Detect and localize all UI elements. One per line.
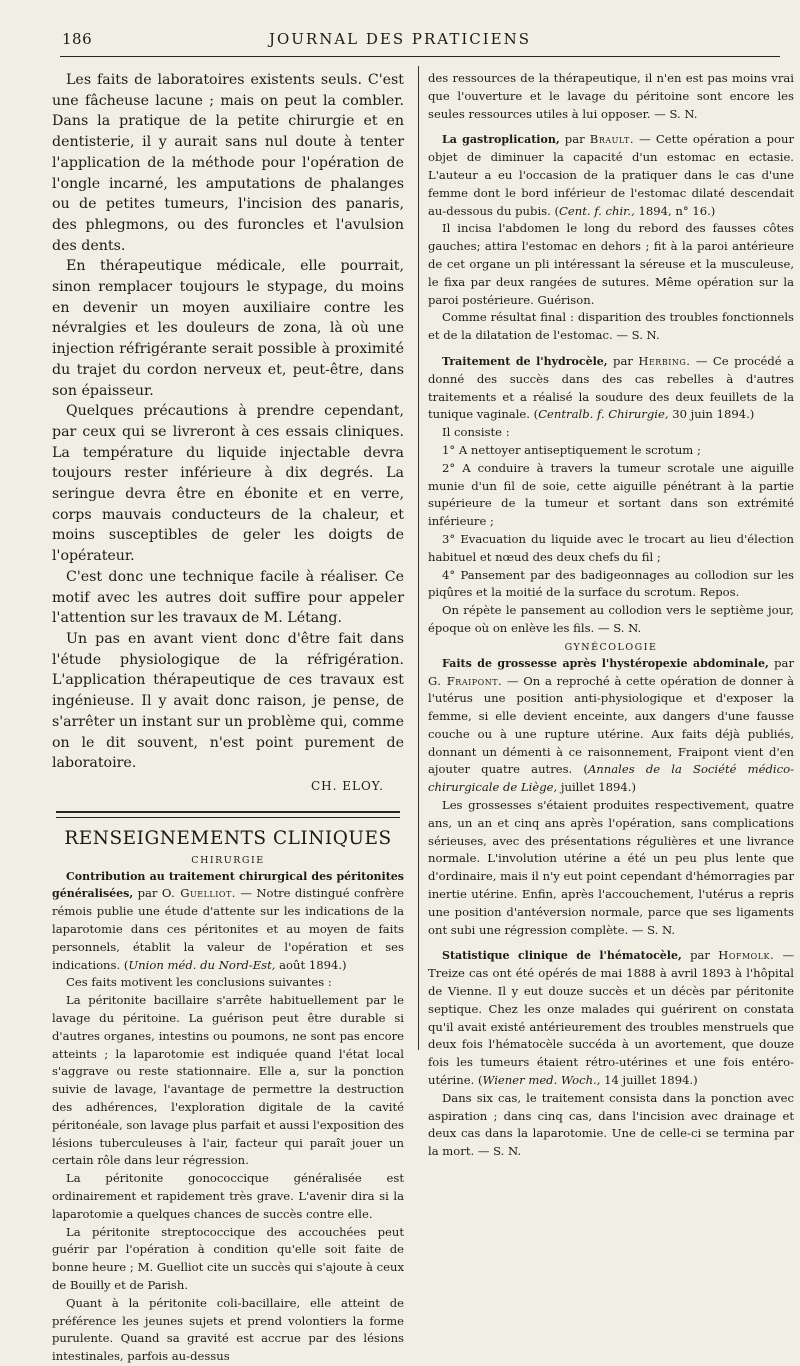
article-title: Traitement de l'hydrocèle, — [442, 354, 608, 368]
article-title: Contribution au traitement chirurgical des péritonites généralisées, — [52, 869, 404, 901]
essay-continuation — [52, 70, 404, 797]
by-word: par — [137, 886, 158, 901]
header-rule — [60, 56, 780, 57]
paragraph: Comme résultat final : disparition des troubles fonctionnels et de la dilatation de l'estomac. — S. N. — [428, 310, 794, 343]
ref-open: ( — [474, 1073, 483, 1088]
paragraph: Il consiste : — [442, 425, 510, 440]
list-item: 2° A conduire à travers la tumeur scrotale une aiguille munie d'un fil de soie, cette aiguille pénétrant à la partie supérieure de la tumeur et sortant dans son extrémité inférieure ; — [428, 460, 794, 529]
article-hematocele — [428, 947, 794, 1161]
article-body: — Ce procédé a donné des succès dans des cas rebelles à d'autres traitements et a réalisé la soudure des deux feuillets de la tunique vaginale. — [428, 353, 795, 422]
subsection-heading: CHIRURGIE — [191, 854, 265, 866]
paragraph: Quant à la péritonite coli-bacillaire, elle atteint de préférence les jeunes sujets et prend volontiers la forme purulente. Quand sa gravité est accrue par des lésions intestinales, parfois au-dessus — [52, 1295, 404, 1364]
article-author: Hofmolk. — [718, 948, 775, 963]
section-divider — [56, 811, 400, 818]
paragraph: La péritonite bacillaire s'arrête habituellement par le lavage du péritoine. La guérison peut être durable si d'autres organes, intestins ou poumons, ne sont pas encore atteints ; la laparotomie est indiquée quand l'état local s'aggrave ou reste stationnaire. Elle a, sur la ponction suivie de lavage, l'avantage de permettre la destruction des adhérences, l'exploration digitale de la cavité péritonéale, son lavage plus parfait et aussi l'exposition des lésions tuberculeuses à l'air, facteur qui paraît jouer un certain rôle dans leur régression. — [52, 993, 404, 1168]
paragraph: C'est donc une technique facile à réaliser. Ce motif avec les autres doit suffire pour appeler l'attention sur les travaux de M. Létang. — [52, 568, 404, 627]
paragraph: La péritonite streptococcique des accouchées peut guérir par l'opération à condition qu'elle soit faite de bonne heure ; M. Guelliot cite un succès qui s'ajoute à ceux de Bouilly et de Parish. — [52, 1224, 404, 1292]
article-title: Statistique clinique de l'hématocèle, — [442, 949, 682, 963]
ref-open: ( — [123, 957, 129, 972]
article-hydrocele — [428, 353, 794, 638]
article-author: Brault. — [589, 132, 635, 147]
ref-open: ( — [533, 407, 539, 422]
left-column — [52, 70, 404, 1366]
article-reference-date: juillet 1894.) — [557, 780, 637, 795]
article-title: Faits de grossesse après l'hystéropexie abdominale, — [442, 656, 769, 670]
subsection-heading: GYNÉCOLOGIE — [564, 641, 658, 653]
list-item: 4° Pansement par des badigeonnages au collodion sur les piqûres et la moitié de la surface du scrotum. Repos. — [428, 567, 794, 600]
paragraph: Quelques précautions à prendre cependant, par ceux qui se livreront à ces essais cliniques. La température du liquide injectable devra toujours rester inférieure à dix degrés. La seringue devra être en ébonite et en verre, corps mauvais conducteurs de la chaleur, et moins susceptibles de geler les doigts de l'opérateur. — [52, 403, 404, 565]
article-author: O. Guelliot. — [161, 886, 236, 901]
article-reference: Annales de la Société médico-chirurgicale de Liège, — [428, 762, 795, 795]
list-item: 3° Evacuation du liquide avec le trocart au lieu d'élection habituel et nœud des deux chefs du fil ; — [428, 531, 794, 564]
by-word: par — [613, 353, 633, 368]
article-reference: Centralb. f. Chirurgie, — [538, 407, 669, 422]
paragraph: Les grossesses s'étaient produites respectivement, quatre ans, un an et cinq ans après l'opération, sans complications sérieuses, avec des présentations régulières et une livrance normale. L'involution utérine a été un peu plus lente que d'ordinaire, mais il n'y eut point cependant d'hémorragies par inertie utérine. Enfin, après l'accouchement, l'utérus a repris une position d'antéversion normale, parce que ses ligaments ont subi une régression complète. — S. N. — [428, 798, 794, 937]
article-reference: Cent. f. chir., — [559, 203, 635, 218]
paragraph: Dans six cas, le traitement consista dans la ponction avec aspiration ; dans cinq cas, dans l'incision avec drainage et deux cas dans la laparotomie. Une de celle-ci se termina par la mort. — S. N. — [428, 1090, 794, 1159]
article-author: G. Fraipont. — [428, 673, 503, 688]
article-reference: Wiener med. Woch., — [482, 1073, 601, 1088]
paragraph: La péritonite gonococcique généralisée est ordinairement et rapidement très grave. L'avenir dira si la laparotomie a quelques chances de succès contre elle. — [52, 1171, 404, 1221]
column-divider — [418, 66, 419, 1050]
article-body: — On a reproché à cette opération de donner à l'utérus une position anti-physiologique et d'exposer la femme, si elle devient enceinte, aux dangers d'une fausse couche ou à une rupture utérine. Aux faits déjà publiés, donnant un démenti à ce raisonnement, Fraipont vient d'en ajouter quatre autres. — [428, 673, 795, 777]
ref-open: ( — [554, 203, 560, 218]
spacer — [428, 123, 794, 131]
right-column — [428, 70, 794, 1161]
page-header — [0, 0, 800, 56]
article-grossesse — [428, 655, 794, 940]
article-reference: Union méd. du Nord-Est, — [128, 957, 276, 972]
paragraph: Ces faits motivent les conclusions suivantes : — [66, 975, 332, 990]
article-lead — [428, 947, 794, 1089]
article-gastroplication — [428, 131, 794, 345]
article-continuation: des ressources de la thérapeutique, il n'en est pas moins vrai que l'ouverture et le lavage du péritoine sont encore les seules ressources utiles à lui opposer. — S. N. — [428, 71, 794, 121]
article-body: — Notre distingué confrère rémois publie une étude d'attente sur les indications de la laparotomie dans ces péritonites et au moyen de faits personnels, établit la valeur de l'opération et ses indications. — [52, 886, 404, 972]
article-lead — [428, 353, 794, 424]
page-number: 186 — [62, 30, 93, 48]
paragraph: Un pas en avant vient donc d'être fait dans l'étude physiologique de la réfrigération. L'application thérapeutique de ces travaux est ingénieuse. Il y avait donc raison, je pense, de s'arrêter un instant sur un problème qui, comme on le dit souvent, n'est point purement de laboratoire. — [52, 630, 404, 772]
ref-open: ( — [583, 762, 588, 777]
article-reference-date: 14 juillet 1894.) — [600, 1073, 698, 1088]
paragraph: En thérapeutique médicale, elle pourrait, sinon remplacer toujours le stypage, du moins en devenir un moyen auxiliaire contre les névralgies et les douleurs de zona, là où une injection réfrigérante serait possible à proximité du trajet du cordon nerveux et, peut-être, dans son épaisseur. — [52, 258, 404, 399]
by-word: par — [774, 655, 794, 670]
article-lead — [52, 868, 404, 975]
article-body: — Cette opération a pour objet de diminuer la capacité d'un estomac en ectasie. L'auteur a eu l'occasion de la pratiquer dans le cas d'une femme dont le bord inférieur de l'estomac dilaté descendait au-dessous du pubis. — [428, 132, 795, 218]
article-reference-date: 1894, n° 16.) — [634, 203, 716, 218]
spacer — [428, 345, 794, 353]
journal-title: JOURNAL DES PRATICIENS — [268, 30, 532, 48]
article-reference-date: août 1894.) — [275, 957, 347, 972]
signature: CH. ELOY. — [310, 778, 384, 793]
section-heading: RENSEIGNEMENTS CLINIQUES — [64, 827, 392, 849]
article-author: Herbing. — [638, 353, 691, 368]
article-body: — Treize cas ont été opérés de mai 1888 à avril 1893 à l'hôpital de Vienne. Il y eut douze succès et un décès par péritonite septique. Chez les onze malades qui guérirent on constata qu'il avait existé antérieurement des troubles menstruels que deux fois l'hématocèle succéda à un avortement, que douze fois les tumeurs étaient rétro-utérines et une fois entéro-utérine. — [428, 948, 795, 1088]
article-title: La gastroplication, — [442, 133, 560, 147]
by-word: par — [690, 948, 710, 963]
paragraph: On répète le pansement au collodion vers le septième jour, époque où on enlève les fils. — S. N. — [428, 603, 794, 635]
paragraph: Les faits de laboratoires existents seuls. C'est une fâcheuse lacune ; mais on peut la combler. Dans la pratique de la petite chirurgie et en dentisterie, il y aurait sans nul doute à tenter l'application de la méthode pour l'opération de l'ongle incarné, les amputations de phalanges ou de petites tumeurs, l'incision des panaris, des phlegmons, ou des furoncles et l'avulsion des dents. — [52, 72, 404, 254]
by-word: par — [564, 132, 585, 147]
spacer — [428, 939, 794, 947]
list-item: 1° A nettoyer antiseptiquement le scrotum ; — [442, 442, 701, 457]
article-lead — [428, 655, 794, 797]
article-lead — [428, 131, 794, 220]
paragraph: Il incisa l'abdomen le long du rebord des fausses côtes gauches; attira l'estomac en dehors ; fit à la paroi antérieure de cet organe un pli intéressant la séreuse et la musculeuse, le fixa par deux rangées de sutures. Même opération sur la paroi postérieure. Guérison. — [428, 221, 794, 307]
article-peritonites — [52, 868, 404, 1366]
article-reference-date: 30 juin 1894.) — [668, 407, 755, 422]
